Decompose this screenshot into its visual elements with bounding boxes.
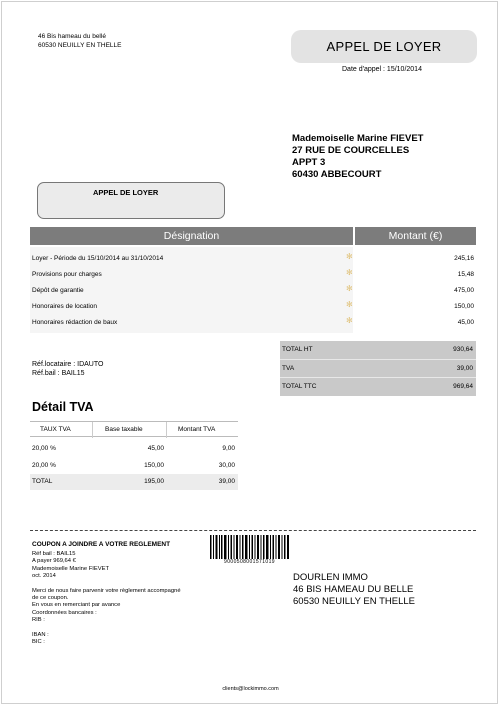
document-page [1,1,498,704]
coupon-line: Mademoiselle Marine FIEVET [32,565,109,572]
agency-street: 46 BIS HAMEAU DU BELLE [293,584,414,595]
coupon-spacer [32,625,181,632]
tva-total-base: 195,00 [144,478,164,485]
total-label: TOTAL HT [282,346,313,353]
sender-address [38,32,121,50]
asterisk-icon: ✻ [346,284,353,293]
coupon-line: Réf bail : BAIL15 [32,551,76,557]
total-label: TOTAL TTC [282,383,317,390]
recipient-name: Mademoiselle Marine FIEVET [292,133,424,144]
asterisk-icon: ✻ [346,252,353,261]
designation-header: Désignation [30,227,353,245]
call-date: Date d'appel : 15/10/2014 [342,66,422,73]
invoice-line [30,252,476,266]
line-amount: 475,00 [454,287,474,294]
line-label: Honoraires de location [32,303,98,310]
montant-header: Montant (€) [355,227,476,245]
tva-total-amount: 39,00 [218,478,235,485]
tva-amount: 9,00 [222,445,235,452]
recipient-street: 27 RUE DE COURCELLES [292,145,410,156]
ref-locataire: Réf.locataire : IDAUTO [32,361,104,368]
tva-total-label: TOTAL [32,478,53,485]
asterisk-icon: ✻ [346,316,353,325]
coupon-line: oct. 2014 [32,573,56,580]
invoice-line [30,268,476,282]
tva-row [280,360,476,377]
coupon-line: Merci de nous faire parvenir votre règlement accompagné [32,587,181,594]
document-title: APPEL DE LOYER [326,39,442,54]
line-label: Provisions pour charges [32,271,102,278]
tva-title: Détail TVA [32,400,94,414]
coupon-line: IBAN : [32,631,49,638]
line-amount: 245,16 [454,255,474,262]
subject-label: APPEL DE LOYER [93,188,159,197]
asterisk-icon: ✻ [346,268,353,277]
tva-col-amount: Montant TVA [178,426,216,433]
total-ht-row [280,341,476,358]
barcode-number: 9000508001571019 [224,559,275,565]
agency-name: DOURLEN IMMO [293,572,368,583]
tva-data-row [30,458,238,474]
coupon-line: En vous en remerciant par avance [32,602,121,609]
tva-header-row [30,421,238,437]
tva-base: 45,00 [147,445,164,452]
tva-data-row [30,441,238,457]
tva-col-rate: TAUX TVA [40,426,71,433]
total-ttc-row [280,378,476,395]
invoice-lines [30,247,476,333]
coupon-line: de ce coupon. [32,595,69,602]
divider [92,422,93,438]
asterisk-icon: ✻ [346,300,353,309]
total-amount: 930,64 [453,346,473,353]
line-label: Loyer - Période du 15/10/2014 au 31/10/2014 [32,255,164,262]
footer-email[interactable]: clients@lockimmo.com [222,686,279,692]
agency-address [293,572,415,608]
coupon-line: Coordonnées bancaires : [32,609,97,616]
divider [166,422,167,438]
line-label: Dépôt de garantie [32,287,84,294]
tva-col-base: Base taxable [105,426,143,433]
document-title-box [291,30,477,63]
cut-line [30,530,476,531]
total-amount: 969,64 [453,383,473,390]
coupon-spacer [32,581,181,588]
tva-rate: 20,00 % [32,445,56,452]
subject-box [37,182,225,219]
invoice-line [30,316,476,330]
coupon-text [32,551,181,646]
total-label: TVA [282,365,295,372]
recipient-city: 60430 ABBECOURT [292,169,382,180]
coupon-title: COUPON A JOINDRE A VOTRE REGLEMENT [32,541,171,548]
line-amount: 15,48 [457,271,474,278]
tva-table [30,421,238,491]
line-amount: 150,00 [454,303,474,310]
tva-total-row [30,474,238,490]
totals-block [280,341,476,396]
tva-rate: 20,00 % [32,462,56,469]
invoice-line [30,300,476,314]
sender-line-2: 60530 NEUILLY EN THELLE [38,42,122,49]
invoice-line [30,284,476,298]
line-amount: 45,00 [457,319,474,326]
sender-line-1: 46 Bis hameau du bellé [38,33,106,40]
coupon-line: RIB : [32,617,45,624]
total-amount: 39,00 [456,365,473,372]
coupon-line: A payer 969,64 € [32,558,76,565]
references [32,361,103,378]
barcode-icon [210,535,289,559]
agency-city: 60530 NEUILLY EN THELLE [293,596,415,607]
ref-bail: Réf.bail : BAIL15 [32,369,85,377]
tva-base: 150,00 [144,462,164,469]
line-label: Honoraires rédaction de baux [32,319,118,326]
coupon-line: BIC : [32,639,45,646]
tva-amount: 30,00 [218,462,235,469]
recipient-appt: APPT 3 [292,157,326,168]
recipient-address [292,133,423,181]
